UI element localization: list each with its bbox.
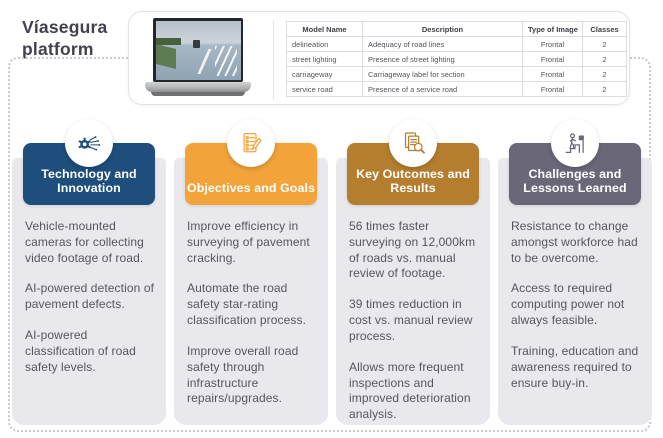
cell-classes: 2 [583, 37, 627, 52]
checklist-pencil-icon [227, 119, 275, 167]
models-table-header-row [287, 22, 627, 37]
body-paragraph: 39 times reduction in cost vs. manual review process. [349, 297, 473, 343]
body-paragraph: Resistance to change amongst workforce had to be overcome. [511, 219, 638, 265]
body-paragraph: Access to required computing power not always feasible. [511, 281, 625, 328]
laptop-base [145, 82, 251, 92]
body-paragraph: 56 times faster surveying on 12,000km of roads vs. manual review of footage. [349, 219, 476, 281]
body-paragraph: Improve efficiency in surveying of pavement cracking. [187, 219, 310, 265]
page-title-line1: Víasegura [22, 17, 108, 37]
milestone-climb-icon [551, 119, 599, 167]
header-card-label: Objectives and Goals [186, 181, 316, 196]
document-search-icon [389, 119, 437, 167]
column-body [511, 219, 645, 406]
cell-model: service road [287, 82, 363, 97]
column-body [349, 219, 483, 438]
col-header-classes: Classes [583, 22, 627, 37]
ai-technology-icon [65, 119, 113, 167]
column-body [25, 219, 159, 391]
header-card-label: Key Outcomes and Results [356, 166, 470, 196]
cell-description: Presence of street lighting [363, 52, 523, 67]
cell-description: Adequacy of road lines [363, 37, 523, 52]
page-title-line2: platform [22, 39, 94, 60]
panel-divider [273, 20, 274, 100]
header-card-label: Challenges and Lessons Learned [523, 166, 627, 196]
models-table [286, 21, 627, 97]
body-paragraph: Training, education and awareness required to ensure buy-in. [511, 343, 639, 390]
header-card-label: Technology and Innovation [41, 166, 137, 196]
laptop-base-edge [151, 92, 245, 96]
laptop-illustration [129, 12, 269, 106]
body-paragraph: Automate the road safety star-rating classification process. [187, 281, 307, 328]
cell-description: Carriageway label for section [363, 67, 523, 82]
cell-description: Presence of a service road [363, 82, 523, 97]
vehicle-on-road [193, 40, 200, 48]
cell-type: Frontal [523, 82, 583, 97]
table-row [287, 82, 627, 97]
cell-type: Frontal [523, 52, 583, 67]
col-header-model-name: Model Name [287, 22, 363, 37]
platform-preview-panel [128, 11, 630, 105]
table-row [287, 67, 627, 82]
cell-type: Frontal [523, 37, 583, 52]
body-paragraph: Improve overall road safety through infrastructure repairs/upgrades. [187, 343, 299, 406]
col-header-type-of-image: Type of Image [523, 22, 583, 37]
body-paragraph: AI-powered detection of pavement defects. [25, 281, 155, 312]
body-paragraph: Vehicle-mounted cameras for collecting video footage of road. [25, 219, 144, 265]
cell-classes: 2 [583, 82, 627, 97]
col-header-description: Description [363, 22, 523, 37]
lane-marking [198, 49, 212, 74]
body-paragraph: Allows more frequent inspections and improved deterioration analysis. [349, 359, 471, 422]
cell-type: Frontal [523, 67, 583, 82]
column-body [187, 219, 321, 422]
roadside-grass [156, 44, 176, 69]
road-photo [156, 21, 241, 80]
page-title [22, 16, 107, 61]
body-paragraph: AI-powered classification of road safety levels. [25, 328, 136, 374]
cell-model: carriageway [287, 67, 363, 82]
cell-classes: 2 [583, 67, 627, 82]
table-row [287, 52, 627, 67]
table-row [287, 37, 627, 52]
lane-markings-dashed [215, 46, 237, 76]
cell-classes: 2 [583, 52, 627, 67]
cell-model: delineation [287, 37, 363, 52]
laptop-screen [153, 18, 243, 82]
cell-model: street lighting [287, 52, 363, 67]
